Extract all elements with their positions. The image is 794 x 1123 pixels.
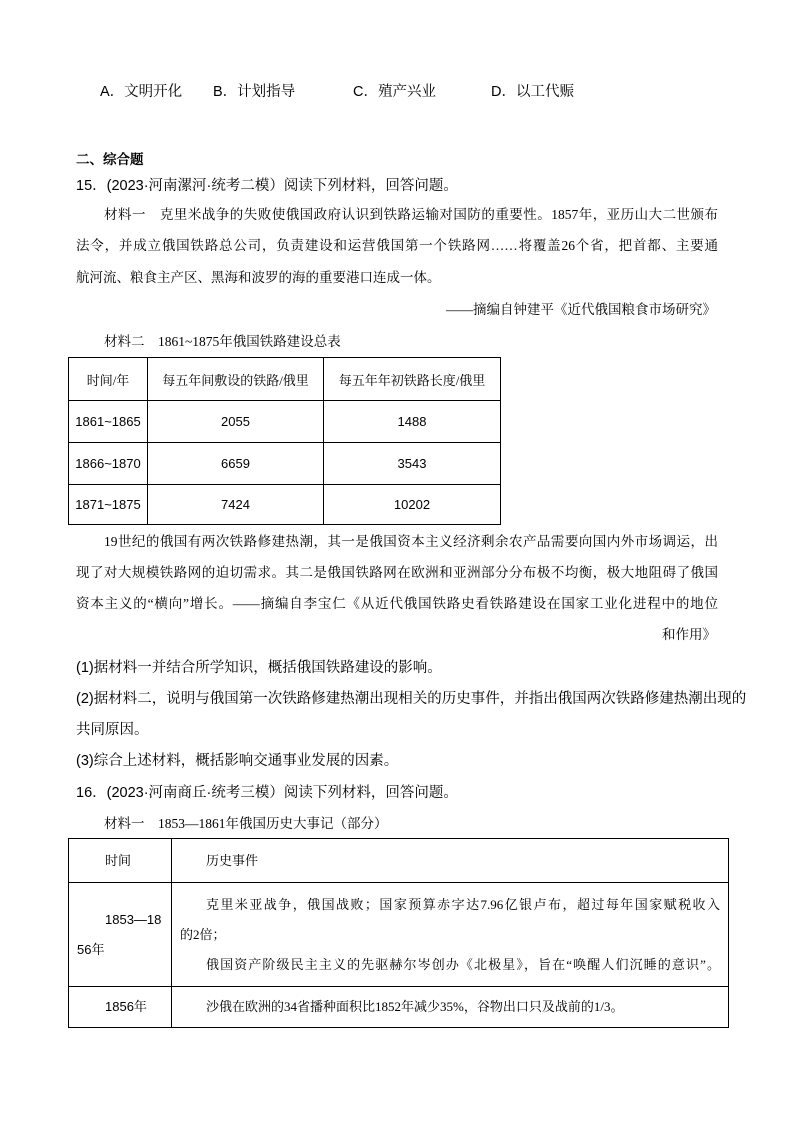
table-cell: 7424 xyxy=(148,485,324,525)
table-cell: 2055 xyxy=(148,401,324,443)
table-header-row xyxy=(69,358,501,401)
option-b: B．计划指导 xyxy=(213,84,296,100)
table-row xyxy=(69,443,501,485)
material-1-source: ——摘编自钟建平《近代俄国粮食市场研究》 xyxy=(446,302,716,317)
table-header-cell: 每五年年初铁路长度/俄里 xyxy=(324,358,501,401)
option-d: D．以工代赈 xyxy=(491,84,574,100)
section-title: 二、综合题 xyxy=(76,152,144,167)
commentary-line: 19世纪的俄国有两次铁路修建热潮，其一是俄国资本主义经济剩余农产品需要向国内外市场调运，出 xyxy=(104,534,718,549)
event-line: 克里米亚战争，俄国战败；国家预算赤字达7.96亿银卢布，超过每年国家赋税收入 xyxy=(206,896,720,912)
history-events-table xyxy=(68,838,729,1028)
table-cell: 1866~1870 xyxy=(69,443,148,485)
question-2-line: (2)据材料二，说明与俄国第一次铁路修建热潮出现相关的历史事件，并指出俄国两次铁路修建热潮出现的 xyxy=(76,691,747,707)
commentary-source-line: 和作用》 xyxy=(662,627,716,642)
event-line: 沙俄在欧洲的34省播种面积比1852年减少35%，谷物出口只及战前的1/3。 xyxy=(206,999,624,1014)
table-header-cell: 每五年间敷设的铁路/俄里 xyxy=(148,358,324,401)
table-row xyxy=(69,987,729,1028)
material-1-line: 材料一 克里米战争的失败使俄国政府认识到铁路运输对国防的重要性。1857年，亚历山大二世颁布 xyxy=(104,207,718,222)
event-line: 的2倍； xyxy=(180,926,226,942)
table-header-cell: 历史事件 xyxy=(172,839,729,883)
table-cell: 1488 xyxy=(324,401,501,443)
question-2-line: 共同原因。 xyxy=(76,722,149,738)
railway-construction-table xyxy=(68,357,501,525)
events-cell xyxy=(172,987,729,1028)
table-header-row xyxy=(69,839,729,883)
option-c: C．殖产兴业 xyxy=(353,84,436,100)
table-cell: 3543 xyxy=(324,443,501,485)
material-1-title: 材料一 1853—1861年俄国历史大事记（部分） xyxy=(104,816,388,831)
table-cell: 10202 xyxy=(324,485,501,525)
question-15-header: 15．(2023·河南漯河·统考二模）阅读下列材料，回答问题。 xyxy=(76,178,458,194)
material-2-title: 材料二 1861~1875年俄国铁路建设总表 xyxy=(104,334,341,349)
question-1: (1)据材料一并结合所学知识，概括俄国铁路建设的影响。 xyxy=(76,660,442,676)
table-header-cell: 时间/年 xyxy=(69,358,148,401)
option-a: A．文明开化 xyxy=(100,84,183,100)
table-header-cell: 时间 xyxy=(69,839,172,883)
material-1-line: 航河流、粮食主产区、黑海和波罗的海的重要港口连成一体。 xyxy=(76,270,441,285)
material-1-line: 法令，并成立俄国铁路总公司，负责建设和运营俄国第一个铁路网……将覆盖26个省，把首都、主要通 xyxy=(76,238,718,253)
time-cell: 1856年 xyxy=(69,987,172,1028)
commentary-line: 资本主义的“横向”增长。——摘编自李宝仁《从近代俄国铁路史看铁路建设在国家工业化进程中的地位 xyxy=(76,596,718,611)
commentary-line: 现了对大规模铁路网的迫切需求。其二是俄国铁路网在欧洲和亚洲部分分布极不均衡，极大地阻碍了俄国 xyxy=(76,565,718,580)
table-row xyxy=(69,883,729,987)
table-row xyxy=(69,401,501,443)
event-line: 俄国资产阶级民主主义的先驱赫尔岑创办《北极星》，旨在“唤醒人们沉睡的意识”。 xyxy=(206,956,720,972)
question-3: (3)综合上述材料，概括影响交通事业发展的因素。 xyxy=(76,753,399,769)
time-cell: 1853—1856年 xyxy=(69,883,172,987)
table-cell: 1861~1865 xyxy=(69,401,148,443)
events-cell xyxy=(172,883,729,987)
question-16-header: 16．(2023·河南商丘·统考三模）阅读下列材料，回答问题。 xyxy=(76,785,458,801)
table-row xyxy=(69,485,501,525)
table-cell: 6659 xyxy=(148,443,324,485)
table-cell: 1871~1875 xyxy=(69,485,148,525)
